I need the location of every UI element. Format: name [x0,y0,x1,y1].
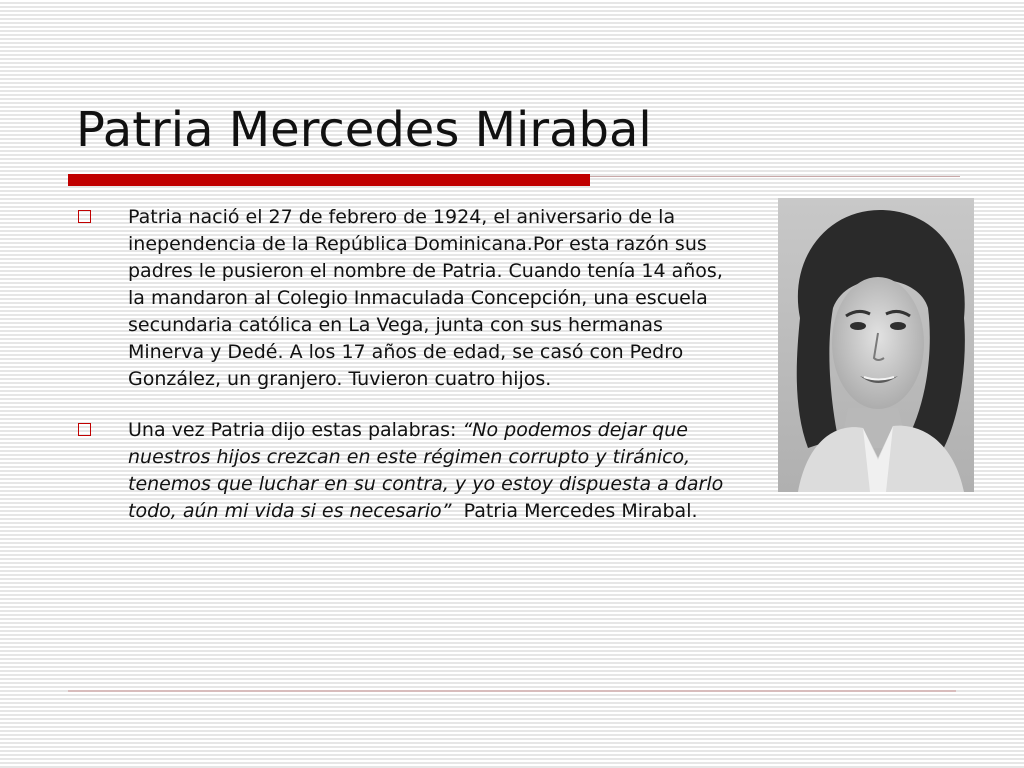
portrait-photo [778,198,974,492]
quote-intro: Una vez Patria dijo estas palabras: [128,419,463,441]
biography-text: Patria nació el 27 de febrero de 1924, el aniversario de la inependencia de la República Dominicana.Por esta razón sus padres le pusieron el nombre de Patria. Cuando tenía 14 años, la mandaron al Colegio Inmaculada Concepción, una escuela secundaria católica en La Vega, junta con sus hermanas Minerva y Dedé. A los 17 años de edad, se casó con Pedro González, un granjero. Tuvieron cuatro hijos. [128,206,723,390]
hollow-square-bullet-icon [78,423,91,436]
quote-attribution: Patria Mercedes Mirabal. [451,500,698,522]
bottom-rule [68,690,956,692]
hollow-square-bullet-icon [78,210,91,223]
bullet-item-biography [76,204,726,393]
bullet-item-quote [76,417,726,525]
bullet-list [76,204,726,549]
quote-text: “No podemos dejar que nuestros hijos crezcan en este régimen corrupto y tiránico, tenemos que luchar en su contra, y yo estoy dispuesta a darlo todo, aún mi vida si es necesario” [128,419,724,522]
slide-title: Patria Mercedes Mirabal [76,102,652,158]
title-rule-thick [68,174,590,186]
